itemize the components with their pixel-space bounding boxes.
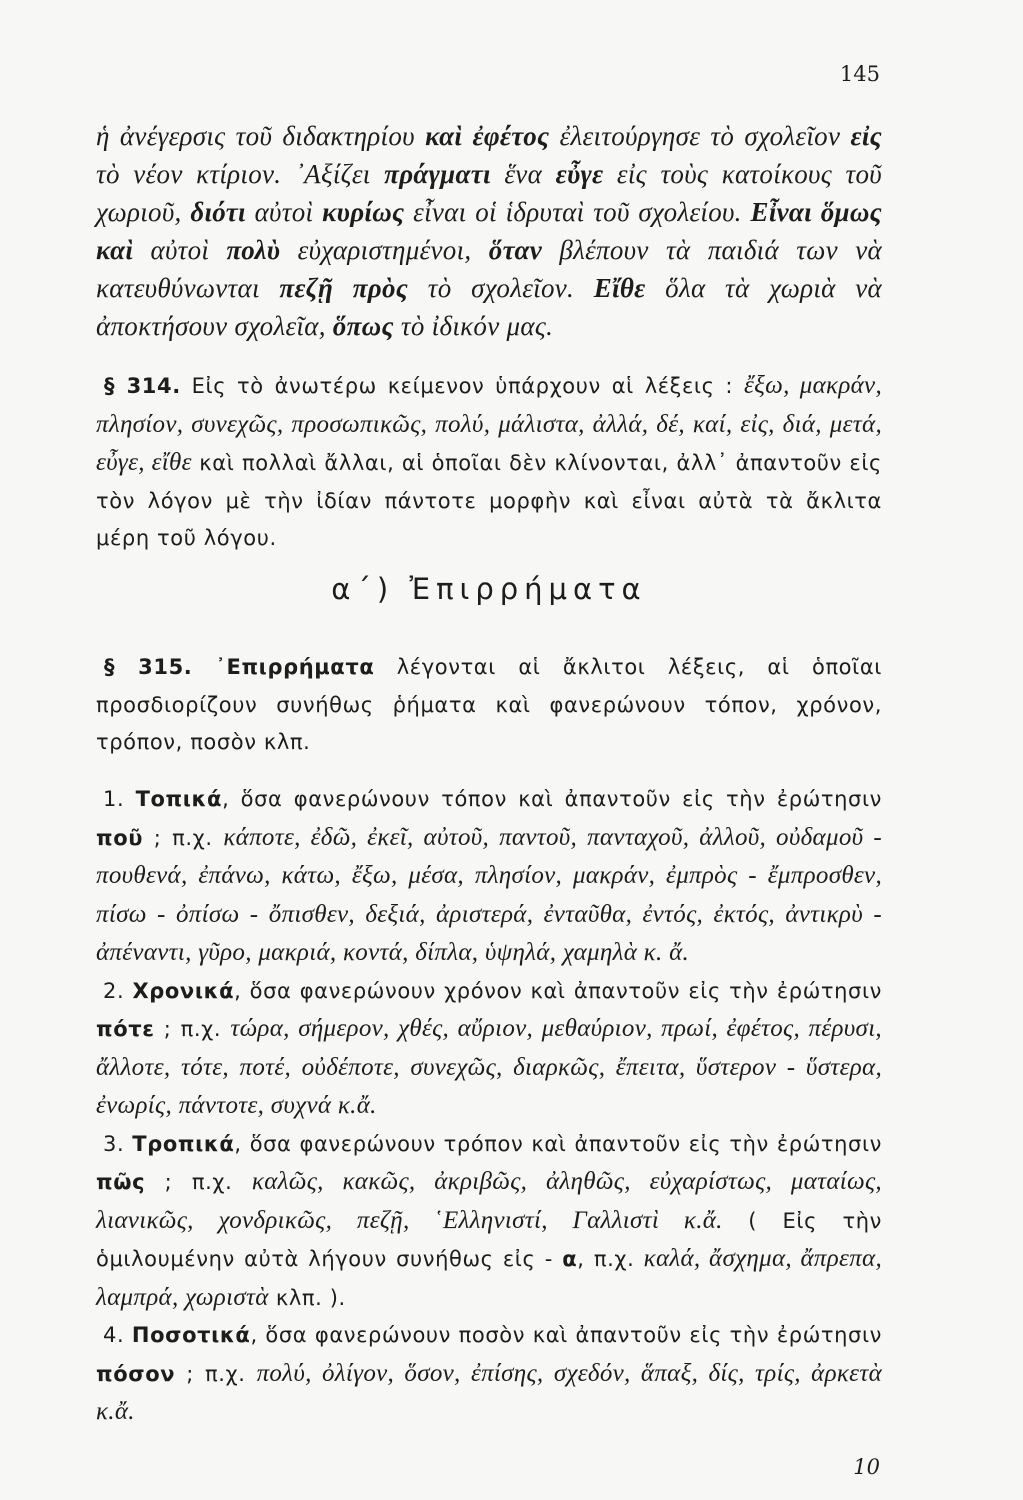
item-examples: κάποτε, ἐδῶ, ἐκεῖ, αὐτοῦ, παντοῦ, πανταχοῦ, ἀλλοῦ, οὐδαμοῦ - πουθενά, ἐπάνω, κάτω, ἔξω, μέσα, πλησίον, μακράν, ἐμπρὸς - ἔμπροσθεν, πίσω - ὀπίσω - ὄπισθεν, δεξιά, ἀριστερά, ἐνταῦθα, ἐντός, ἐκτός, ἀντικρὺ - ἀπέναντι, γῦρο, μακριά, κοντά, δίπλα, ὑψηλά, χαμηλὰ κ. ἄ. <box>96 823 882 966</box>
list-item <box>96 1317 882 1432</box>
item-tail: ( Εἰς τὴν ὁμιλουμένην αὐτὰ λήγουν συνήθως εἰς - <box>96 1208 882 1271</box>
item-text: , ὅσα φανερώνουν ποσὸν καὶ ἀπαντοῦν εἰς τὴν ἐρώτησιν <box>250 1323 882 1347</box>
intro-bold: διότι <box>190 197 246 227</box>
item-examples: καλῶς, κακῶς, ἀκριβῶς, ἀληθῶς, εὐχαρίστως, ματαίως, λιανικῶς, χονδρικῶς, πεζῇ, ῾Ελληνιστί, Γαλλιστὶ κ.ἄ. <box>96 1168 882 1234</box>
item-text: , ὅσα φανερώνουν χρόνον καὶ ἀπαντοῦν εἰς τὴν ἐρώτησιν <box>234 978 882 1003</box>
intro-text: εἰς τοὺς κατοίκους τοῦ χωριοῦ, <box>96 159 882 227</box>
intro-bold: πολὺ <box>226 235 281 265</box>
item-tail: , π.χ. <box>577 1247 644 1271</box>
intro-bold: καὶ ἐφέτος <box>425 121 550 151</box>
item-sep: ; π.χ. <box>143 825 224 850</box>
item-text: , ὅσα φανερώνουν τόπον καὶ ἀπαντοῦν εἰς τὴν ἐρώτησιν <box>222 787 883 811</box>
intro-text: αὐτοὶ <box>245 197 323 227</box>
item-tail-examples: καλά, ἄσχημα, ἄπρεπα, λαμπρά, χωριστὰ <box>96 1245 882 1311</box>
intro-text: ἕνα <box>490 159 556 189</box>
item-number: 2. <box>103 978 125 1003</box>
intro-bold: εὖγε <box>555 159 604 189</box>
item-sep: ; π.χ. <box>154 1017 231 1041</box>
item-examples: πολύ, ὀλίγον, ὅσον, ἐπίσης, σχεδόν, ἅπαξ, δίς, τρίς, ἀρκετὰ κ.ἄ. <box>96 1359 883 1425</box>
intro-text: ἐλειτούργησε τὸ σχολεῖον <box>549 121 851 151</box>
item-question: πόσον <box>96 1361 176 1386</box>
intro-text: τὸ σχολεῖον. <box>408 273 594 303</box>
section-term: ᾽Επιρρήματα <box>192 655 375 679</box>
intro-text: εὐχαριστημένοι, <box>280 235 489 265</box>
list-item <box>96 973 882 1126</box>
section-heading: α΄) Ἐπιρρήματα <box>331 572 647 606</box>
intro-text: τὸ ἰδικόν μας. <box>393 311 554 341</box>
intro-bold: πεζῇ πρὸς <box>279 273 409 303</box>
adverb-types-list <box>96 781 882 1432</box>
intro-text: εἶναι οἱ ἱδρυταὶ τοῦ σχολείου. <box>404 197 751 227</box>
example-words: ἔξω, μακράν, πλησίον, συνεχῶς, προσωπικῶς, πολύ, μάλιστα, ἀλλά, δέ, καί, εἰς, διά, μετά, εὖγε, εἴθε <box>96 372 882 476</box>
section-text: Εἰς τὸ ἀνωτέρω κείμενον ὑπάρχουν αἱ λέξεις : <box>180 374 744 398</box>
item-question: ποῦ <box>96 825 144 850</box>
item-number: 4. <box>103 1323 125 1347</box>
section-number: § 314. <box>104 374 181 398</box>
section-314 <box>96 367 882 558</box>
item-number: 1. <box>103 787 125 811</box>
intro-bold: ὅπως <box>332 311 394 341</box>
item-term: Τροπικά <box>132 1131 235 1156</box>
intro-text: βλέπουν τὰ παιδιά των νὰ κατευθύνωνται <box>96 235 882 303</box>
item-text: , ὅσα φανερώνουν τρόπον καὶ ἀπαντοῦν εἰς τὴν ἐρώτησιν <box>234 1131 882 1156</box>
intro-paragraph <box>96 117 882 345</box>
page-number: 145 <box>839 62 880 86</box>
intro-text: αὐτοὶ <box>133 235 227 265</box>
intro-bold: Εἴθε <box>593 273 646 303</box>
intro-bold: Εἶναι ὅμως καὶ <box>96 197 882 265</box>
intro-bold: πράγματι <box>384 159 491 189</box>
section-number: § 315. <box>104 655 193 679</box>
intro-bold: κυρίως <box>322 197 405 227</box>
item-tail: κλπ. ). <box>268 1285 346 1310</box>
item-sep: ; π.χ. <box>175 1361 257 1386</box>
signature-mark: 10 <box>853 1455 880 1479</box>
item-question: πῶς <box>96 1170 146 1194</box>
section-text: λέγονται αἱ ἄκλιτοι λέξεις, αἱ ὁποῖαι προσδιορίζουν συνήθως ῥήματα καὶ φανερώνουν τόπον, χρόνον, τρόπον, ποσὸν κλπ. <box>96 655 882 754</box>
section-315 <box>96 649 882 762</box>
item-term: Ποσοτικά <box>131 1323 251 1347</box>
list-item <box>96 781 882 973</box>
section-text: καὶ πολλαὶ ἄλλαι, αἱ ὁποῖαι δὲν κλίνονται, ἀλλ᾽ ἀπαντοῦν εἰς τὸν λόγον μὲ τὴν ἰδίαν πάντοτε μορφὴν καὶ εἶναι αὐτὰ τὰ ἄκλιτα μέρη τοῦ λόγου. <box>96 451 882 550</box>
item-number: 3. <box>103 1131 125 1156</box>
item-question: πότε <box>96 1017 155 1041</box>
list-item <box>96 1126 882 1318</box>
intro-bold: εἰς <box>850 121 882 151</box>
intro-text: τὸ νέον κτίριον. ᾽Αξίζει <box>96 159 385 189</box>
item-tail-bold: α <box>562 1247 578 1271</box>
intro-text: ἡ ἀνέγερσις τοῦ διδακτηρίου <box>96 121 426 151</box>
item-term: Χρονικά <box>132 978 235 1003</box>
item-sep: ; π.χ. <box>145 1170 252 1194</box>
intro-bold: ὅταν <box>488 235 543 265</box>
intro-text: ὅλα τὰ χωριὰ νὰ ἀποκτήσουν σχολεῖα, <box>96 273 883 341</box>
item-examples: τώρα, σήμερον, χθές, αὔριον, μεθαύριον, πρωί, ἐφέτος, πέρυσι, ἄλλοτε, τότε, ποτέ, οὐδέποτε, συνεχῶς, διαρκῶς, ἔπειτα, ὕστερον - ὕστερα, ἐνωρίς, πάντοτε, συχνά κ.ἄ. <box>96 1015 882 1119</box>
item-term: Τοπικά <box>135 787 223 811</box>
